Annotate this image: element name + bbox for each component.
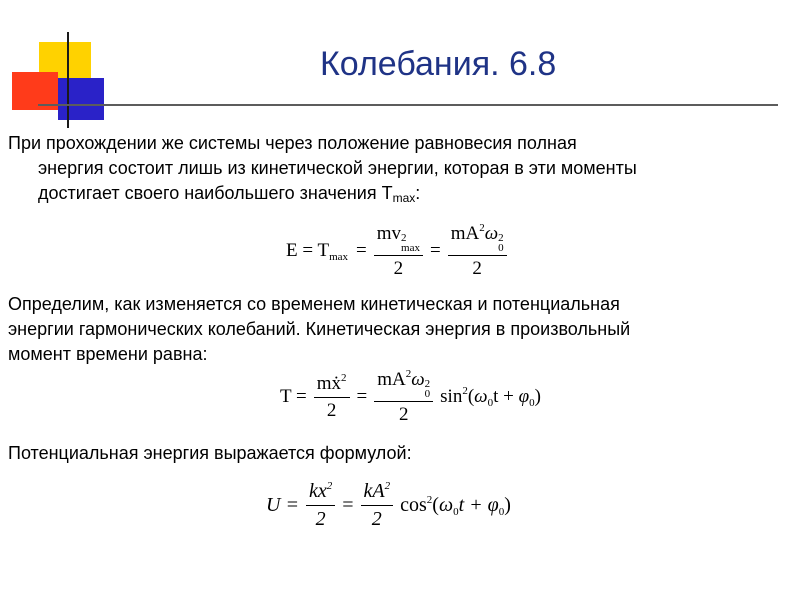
title-underline (38, 104, 778, 106)
omega-symbol: ω (438, 493, 454, 516)
paren-close: ) (504, 493, 511, 516)
sub-text: 0 (453, 505, 459, 518)
formula-potential-lhs: U = (266, 494, 299, 516)
sub-text: 0 (498, 242, 504, 254)
sup-sub-stack (401, 233, 420, 253)
formula-kinetic-frac-1 (314, 372, 350, 422)
tmax-subscript: max (392, 191, 416, 205)
sup-sub-stack (498, 233, 504, 253)
paragraph-intro-line-1: При прохождении же системы через положение равновесия полная (8, 133, 577, 153)
sub-text: max (401, 241, 420, 254)
paragraph-kinetic-line-2: энергии гармонических колебаний. Кинетическая энергия в произвольный (8, 319, 631, 339)
formula-total-energy-lhs-text: E = T (286, 239, 330, 261)
formula-potential-cos-term (400, 494, 511, 518)
formula-kinetic-lhs: T = (280, 386, 307, 407)
frac-denominator: 2 (315, 508, 326, 530)
omega-symbol: ω (474, 386, 488, 407)
frac-denominator: 2 (398, 404, 409, 425)
formula-kinetic-frac-2 (374, 368, 433, 426)
num-text: mA (450, 223, 480, 244)
sub-text: 0 (487, 397, 494, 409)
paragraph-kinetic-line-1: Определим, как изменяется со временем кинетическая и потенциальная (8, 294, 620, 314)
formula-potential-frac-1 (306, 480, 335, 531)
phi-symbol: φ (487, 493, 499, 516)
slide-title: Колебания. 6.8 (320, 45, 557, 83)
sup-text: 2 (326, 480, 333, 492)
decor-blue-square (58, 78, 104, 120)
formula-total-energy-eq-2: = (430, 240, 441, 261)
sup-text: 2 (462, 385, 468, 397)
num-text: mẋ (316, 373, 342, 394)
omega-symbol: ω (484, 223, 499, 244)
paren-open: ( (467, 386, 475, 407)
sup-text: 2 (401, 231, 407, 244)
sup-sub-stack (425, 379, 431, 399)
num-text: kA (363, 480, 385, 502)
frac-numerator (374, 368, 433, 402)
formula-total-energy-lhs-sub: max (329, 250, 349, 263)
sup-text: 2 (384, 480, 391, 492)
formula-potential-energy (262, 480, 515, 531)
formula-total-energy-frac-2 (448, 222, 507, 280)
num-text: kx (308, 480, 327, 502)
paragraph-potential: Потенциальная энергия выражается формулой: (8, 443, 412, 463)
sup-text: 2 (341, 372, 347, 384)
paragraph-intro-line-3-text: достигает своего наибольшего значения T (38, 183, 393, 203)
cos-function: cos (400, 493, 427, 516)
sin-function: sin (440, 386, 463, 407)
formula-kinetic-sin-term (440, 385, 541, 409)
formula-total-energy-eq-1: = (356, 240, 367, 261)
paragraph-kinetic (8, 292, 788, 367)
paragraph-intro-line-2: энергия состоит лишь из кинетической энергии, которая в эти моменты (38, 158, 637, 178)
sup-text: 2 (405, 368, 412, 380)
phi-symbol: φ (518, 386, 530, 407)
frac-denominator: 2 (472, 258, 482, 279)
formula-total-energy-frac-1 (374, 223, 423, 280)
sup-text: 2 (426, 493, 433, 506)
formula-total-energy-lhs (286, 240, 348, 263)
paragraph-intro-line-3-end: : (415, 183, 421, 203)
sup-text: 2 (424, 378, 431, 390)
frac-numerator (448, 222, 507, 256)
num-text: mv (376, 222, 402, 244)
formula-kinetic-eq: = (356, 386, 368, 407)
formula-potential-frac-2 (361, 480, 394, 531)
time-term: t + (458, 493, 488, 516)
frac-numerator (314, 372, 350, 398)
paragraph-intro (8, 131, 778, 211)
decor-vertical-line (67, 32, 69, 128)
frac-denominator: 2 (371, 508, 382, 530)
sub-text: 0 (498, 505, 505, 518)
num-text: mA (377, 369, 406, 390)
frac-denominator: 2 (393, 257, 404, 279)
paragraph-intro-line-3 (8, 181, 778, 211)
sup-text: 2 (498, 232, 504, 244)
paren-close: ) (534, 386, 541, 407)
paragraph-kinetic-line-3: момент времени равна: (8, 344, 208, 364)
frac-numerator (361, 480, 394, 506)
sub-text: 0 (529, 397, 535, 409)
formula-kinetic-energy (276, 368, 545, 426)
frac-numerator (306, 480, 335, 506)
frac-denominator: 2 (326, 400, 337, 421)
sup-text: 2 (479, 222, 485, 234)
frac-numerator (374, 223, 423, 256)
time-term: t + (493, 386, 519, 407)
paren-open: ( (432, 493, 439, 516)
sub-text: 0 (424, 388, 431, 400)
formula-potential-eq: = (342, 494, 354, 516)
formula-total-energy (282, 222, 510, 280)
omega-symbol: ω (411, 369, 425, 390)
